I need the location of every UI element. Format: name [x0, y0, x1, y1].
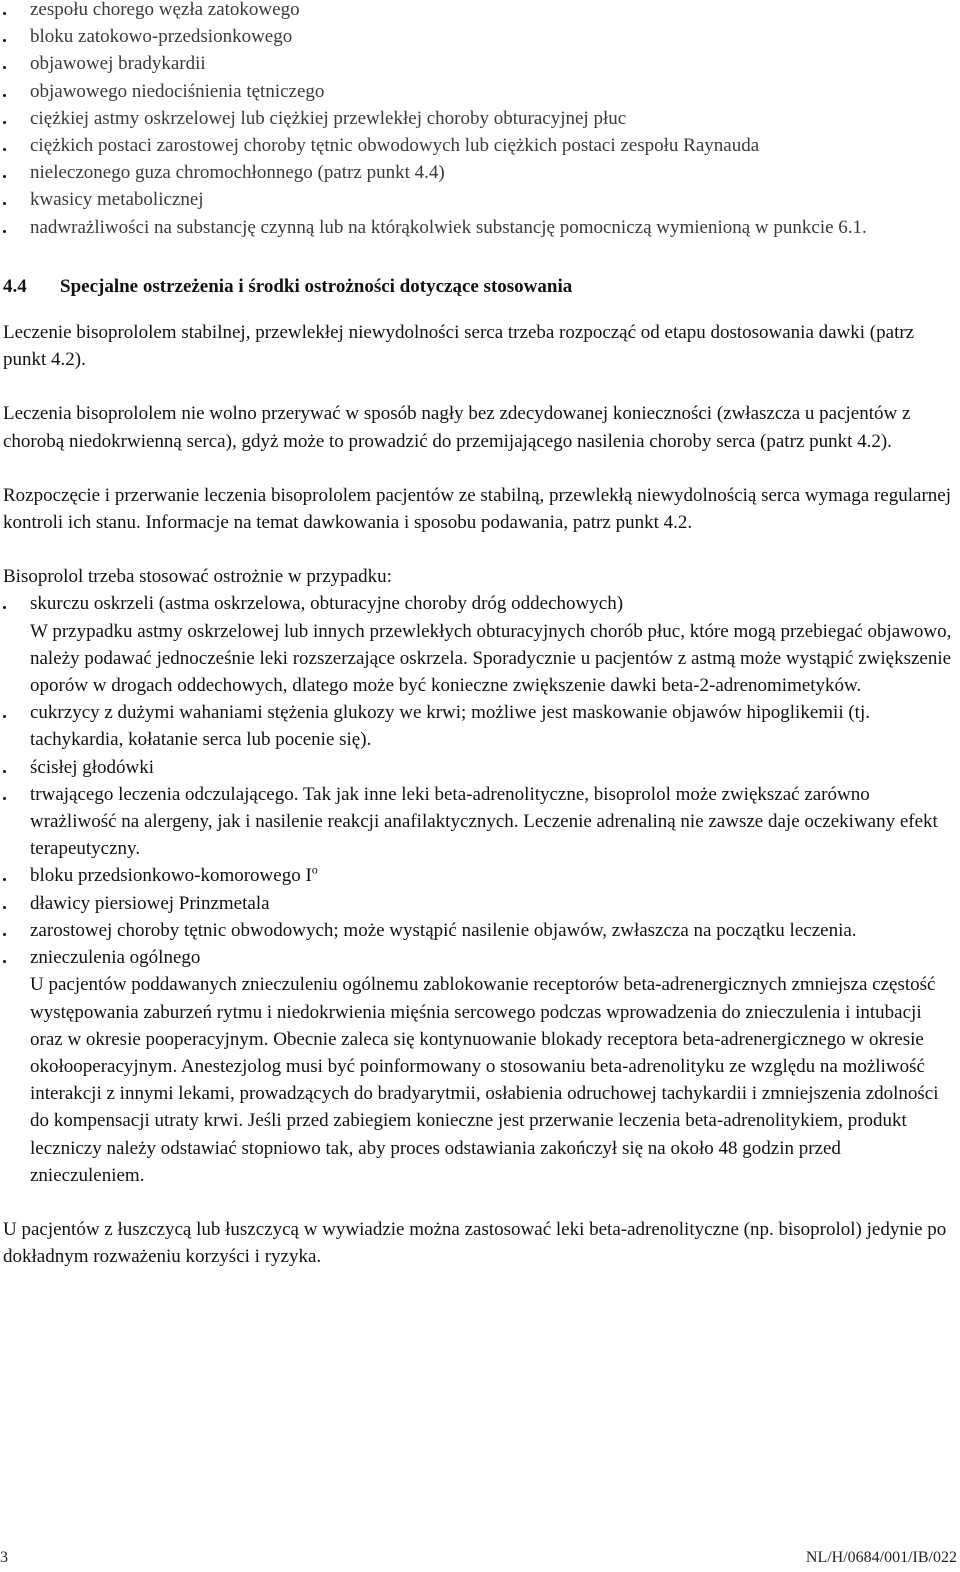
caution-item [3, 890, 958, 917]
list-item: objawowej bradykardii [3, 50, 958, 77]
section-title: Specjalne ostrzeżenia i środki ostrożności dotyczące stosowania [60, 275, 573, 297]
paragraph: Rozpoczęcie i przerwanie leczenia bisoprololem pacjentów ze stabilną, przewlekłą niewydolnością serca wymaga regularnej kontroli ich stanu. Informacje na temat dawkowania i sposobu podawania, patrz punkt 4.2. [3, 484, 951, 534]
caution-item-title: znieczulenia ogólnego [30, 947, 201, 969]
caution-list [3, 590, 958, 1188]
caution-item-title: zarostowej choroby tętnic obwodowych; może wystąpić nasilenie objawów, zwłaszcza na początku leczenia. [30, 919, 857, 941]
list-item: nadwrażliwości na substancję czynną lub na którąkolwiek substancję pomocniczą wymienioną w punkcie 6.1. [3, 214, 958, 241]
caution-item-title-text: bloku przedsionkowo-komorowego I [30, 865, 312, 887]
paragraph: Leczenie bisoprololem stabilnej, przewlekłej niewydolności serca trzeba rozpocząć od etapu dostosowania dawki (patrz punkt 4.2). [3, 322, 915, 371]
degree-superscript: o [311, 863, 318, 878]
list-item: objawowego niedociśnienia tętniczego [3, 78, 958, 105]
caution-item-title: trwającego leczenia odczulającego. Tak jak inne leki beta-adrenolityczne, bisoprolol może zwiększać zarówno wrażliwość na alergeny, jak i nasilenie reakcji anafilaktycznych. Leczenie adrenaliną nie zawsze daje oczekiwany efekt terapeutyczny. [30, 783, 938, 860]
contraindications-list [3, 0, 958, 241]
caution-intro: Bisoprolol trzeba stosować ostrożnie w przypadku: [3, 566, 392, 588]
caution-item [3, 862, 958, 889]
paragraph: Leczenia bisoprololem nie wolno przerywać w sposób nagły bez zdecydowanej konieczności (zwłaszcza u pacjentów z chorobą niedokrwienną serca), gdyż może to prowadzić do przemijającego nasilenia choroby serca (patrz punkt 4.2). [3, 403, 911, 452]
list-item: ciężkich postaci zarostowej choroby tętnic obwodowych lub ciężkich postaci zespołu Raynauda [3, 132, 958, 159]
page-number: 3 [0, 1549, 8, 1566]
section-heading [3, 273, 958, 300]
caution-item-title: cukrzycy z dużymi wahaniami stężenia glukozy we krwi; możliwe jest maskowanie objawów hipoglikemii (tj. tachykardia, kołatanie serca lub pocenie się). [30, 702, 870, 751]
caution-item [3, 944, 958, 1189]
document-content [3, 0, 958, 1270]
list-item: nieleczonego guza chromochłonnego (patrz punkt 4.4) [3, 159, 958, 186]
page-footer [0, 1548, 957, 1568]
closing-paragraph: U pacjentów z łuszczycą lub łuszczycą w wywiadzie można zastosować leki beta-adrenolityczne (np. bisoprolol) jedynie po dokładnym rozważeniu korzyści i ryzyka. [3, 1218, 947, 1268]
caution-item [3, 754, 958, 781]
list-item: zespołu chorego węzła zatokowego [3, 0, 958, 23]
list-item: kwasicy metabolicznej [3, 186, 958, 213]
list-item: bloku zatokowo-przedsionkowego [3, 23, 958, 50]
caution-item-title: skurczu oskrzeli (astma oskrzelowa, obturacyjne choroby dróg oddechowych) [30, 593, 624, 615]
caution-item [3, 781, 958, 863]
caution-item-title: dławicy piersiowej Prinzmetala [30, 892, 270, 914]
caution-item-title: ścisłej głodówki [30, 756, 155, 778]
caution-item [3, 590, 958, 699]
section-number: 4.4 [3, 275, 27, 297]
document-reference: NL/H/0684/001/IB/022 [805, 1549, 957, 1566]
caution-item-title [30, 862, 958, 889]
caution-item-detail: U pacjentów poddawanych znieczuleniu ogólnemu zablokowanie receptorów beta-adrenergicznych zmniejsza częstość występowania zaburzeń rytmu i niedokrwienia mięśnia sercowego podczas wprowadzenia do znieczulenia i intubacji oraz w okresie pooperacyjnym. Obecnie zaleca się kontynuowanie blokady receptora beta-adrenergicznego w okresie okołooperacyjnym. Anestezjolog musi być poinformowany o stosowaniu beta-adrenolityku ze względu na możliwość interakcji z innymi lekami, prowadzących do bradyarytmii, osłabienia odruchowej tachykardii i zmniejszenia zdolności do kompensacji utraty krwi. Jeśli przed zabiegiem konieczne jest przerwanie leczenia beta-adrenolitykiem, produkt leczniczy należy odstawiać stopniowo tak, aby proces odstawiania zakończył się na około 48 godzin przed znieczuleniem. [30, 974, 939, 1186]
list-item: ciężkiej astmy oskrzelowej lub ciężkiej przewlekłej choroby obturacyjnej płuc [3, 105, 958, 132]
caution-item [3, 699, 958, 753]
caution-item [3, 917, 958, 944]
caution-item-detail: W przypadku astmy oskrzelowej lub innych przewlekłych obturacyjnych chorób płuc, które mogą przebiegać objawowo, należy podawać jednocześnie leki rozszerzające oskrzela. Sporadycznie u pacjentów z astmą może wystąpić zwiększenie oporów w drogach oddechowych, dlatego może być konieczne zwiększenie dawki beta-2-adrenomimetyków. [30, 620, 952, 697]
